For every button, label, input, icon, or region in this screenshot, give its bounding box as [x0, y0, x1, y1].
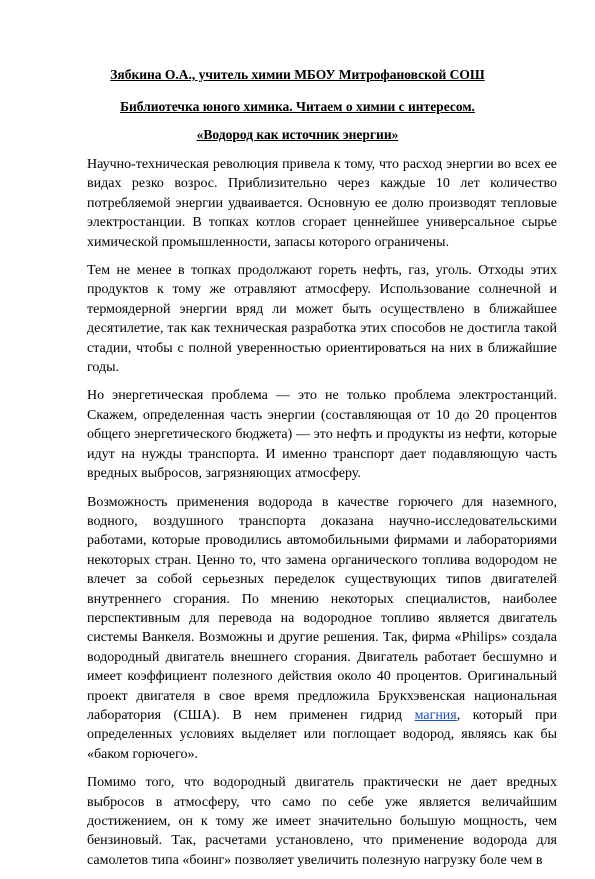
magnesium-link[interactable]: магния — [414, 707, 457, 723]
article-title: «Водород как источник энергии» — [196, 127, 399, 142]
paragraph-4-text-after: , который при определенных условиях выделяет или поглощает водород, являясь как бы «баком горючего». — [87, 707, 557, 762]
paragraph-4 — [87, 493, 557, 765]
author-line: Зябкина О.А., учитель химии МБОУ Митрофановской СОШ — [110, 67, 485, 82]
paragraph-4-text-before: Возможность применения водорода в качестве горючего для наземного, водного, воздушного транспорта доказана научно-исследовательскими работами, которые проводились автомобильными фирмами и лабораториями некоторых стран. Ценно то, что замена органического топлива водородом не влечет за собой серьезных переделок существующих типов двигателей внутреннего сгорания. По мнению некоторых специалистов, наиболее перспективным для перевода на водородное топливо является двигатель системы Ванкеля. Возможны и другие решения. Так, фирма «Philips» создала водородный двигатель внешнего сгорания. Двигатель работает бесшумно и имеет коэффициент полезного действия около 40 процентов. Оригинальный проект двигателя в свое время предложила Брукхэвенская национальная лаборатория (США). В нем применен гидрид — [87, 494, 557, 723]
paragraph-2: Тем не менее в топках продолжают гореть нефть, газ, уголь. Отходы этих продуктов к тому же отравляют атмосферу. Использование солнечной и термоядерной энергии вряд ли может быть осуществлено в ближайшее десятилетие, так как техническая разработка этих способов не достигла такой стадии, чтобы с полной уверенностью ориентироваться на них в ближайшие годы. — [87, 263, 557, 376]
series-title: Библиотечка юного химика. Читаем о химии с интересом. — [120, 99, 475, 114]
paragraph-1: Научно-техническая революция привела к тому, что расход энергии во всех ее видах резко возрос. Приблизительно через каждые 10 лет количество потребляемой энергии удваивается. Основную ее долю производят тепловые электростанции. В топках котлов сгорает ценнейшее универсальное сырье химической промышленности, запасы которого ограничены. — [87, 157, 557, 250]
paragraph-3: Но энергетическая проблема — это не только проблема электростанций. Скажем, определенная часть энергии (составляющая от 10 до 20 процентов общего энергетического бюджета) — это нефть и продукты из нефти, которые идут на нужды транспорта. И именно транспорт дает подавляющую часть вредных выбросов, загрязняющих атмосферу. — [87, 388, 557, 482]
paragraph-5: Помимо того, что водородный двигатель практически не дает вредных выбросов в атмосферу, что само по себе уже является величайшим достижением, он к тому же имеет значительно большую мощность, чем бензиновый. Так, расчетами установлено, что применение водорода для самолетов типа «боинг» позволяет увеличить полезную нагрузку боле чем в — [87, 775, 557, 868]
article-body — [87, 155, 557, 879]
